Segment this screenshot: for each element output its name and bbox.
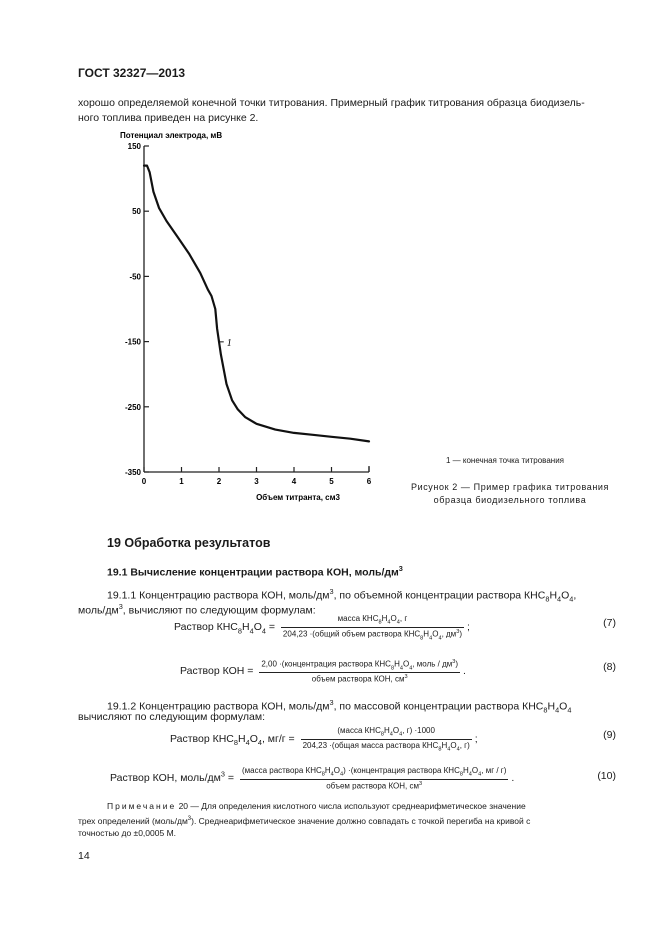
- figure-caption: [405, 481, 615, 506]
- p1911-line1: 19.1.1 Концентрацию раствора КОН, моль/дм: [107, 589, 330, 602]
- y-tick-label: -250: [124, 402, 141, 412]
- f9-den: 204,23 ·(общая масса раствора КНС: [302, 740, 439, 750]
- y-tick-label: -150: [124, 337, 141, 347]
- f10-num-mid: ) ·(концентрация раствора КНС: [343, 766, 460, 775]
- figure-caption-line-2: образца биодизельного топлива: [433, 494, 587, 505]
- figure-legend: 1 — конечная точка титрования: [445, 456, 564, 465]
- formula-7: Раствор $КНС_8Н_4О_4$ = $\frac{масса КНС_8Н_4О_4, г}{204,23 \cdot(общий объем раствора КНС_8Н_4О_4, дм^3)}$ ;: [174, 614, 470, 641]
- p1912-line1: 19.1.2 Концентрацию раствора КОН, моль/дм: [107, 700, 330, 713]
- formula-10: Раствор КОН, моль/$дм^3$ = (масса раствора $КНС_8Н_4О_4$) ·(концентрация раствора $КНС_8Н_4О_4$, мг / г) объем раствора КОН, $см^3$ .: [110, 766, 515, 791]
- figure-caption-line-1: Рисунок 2 — Пример графика титрования: [410, 482, 610, 492]
- f7-den-tail: , дм: [441, 629, 457, 639]
- formula-8: Раствор КОН = $\frac{2,00 \cdot(концентрация раствора КНС_8Н_4О_4, моль / дм^3)}{объем раствора КОН, см^3}$ .: [180, 659, 466, 684]
- f9-lhs-tail: , мг/г =: [261, 732, 295, 745]
- f10-num-tail: , мг / г): [481, 766, 507, 775]
- f7-num: масса КНС: [337, 614, 379, 623]
- paragraph-19-1-2-cont: вычисляют по следующим формулам:: [78, 711, 265, 723]
- intro-line-1: хорошо определяемой конечной точки титрования. Примерный график титрования образца биодизель-: [78, 97, 585, 109]
- titration-curve: [144, 166, 369, 442]
- f8-fraction: $\frac{2,00 \cdot(концентрация раствора КНС_8Н_4О_4, моль / дм^3)}{объем раствора КОН, см^3}$: [261, 659, 459, 684]
- f7-num-tail: , г: [399, 614, 408, 623]
- equation-number-8: (8): [603, 661, 616, 673]
- paragraph-19-1-1: 19.1.1 Концентрацию раствора КОН, моль/$дм^3$, по объемной концентрации раствора $КНС_8Н_4О_4$,: [107, 587, 577, 604]
- chart-xlabel: Объем титранта, см3: [256, 493, 340, 502]
- f8-den: объем раствора КОН, см: [311, 674, 405, 684]
- x-tick-label: 6: [366, 477, 372, 486]
- note-text-2b: ). Среднеарифметическое значение должно совпадать с точкой перегиба на кривой с: [191, 815, 531, 826]
- y-tick-label: -50: [129, 272, 141, 282]
- note-block: Примечание 20 — Для определения кислотного числа используют среднеарифметическое значение трех определений $(моль/дм^3)$. Среднеарифметическое значение должно совпадать с точкой перегиба на кривой с точностью до ±0,0005 М.: [78, 800, 616, 839]
- page-number: 14: [78, 850, 90, 862]
- note-text-3: точностью до ±0,0005 М.: [78, 827, 177, 838]
- f9-lhs: Раствор КНС: [170, 732, 234, 745]
- chart-annotations: [220, 338, 232, 349]
- titration-chart: [100, 128, 390, 508]
- formula-9: Раствор $КНС_8Н_4О_4$, мг/г = $\frac{(масса КНС_8Н_4О_4, г) \cdot 1000}{204,23 \cdot(общая масса раствора КНС_8Н_4О_4, г)}$ ;: [170, 726, 478, 753]
- f8-num-tail: , моль / дм: [412, 659, 453, 669]
- f8-num: 2,00 ·(концентрация раствора КНС: [261, 659, 391, 669]
- f10-num: (масса раствора КНС: [241, 766, 322, 775]
- note-label: Примечание: [107, 801, 177, 811]
- x-tick-label: 0: [141, 477, 147, 486]
- y-tick-label: 150: [127, 142, 141, 151]
- equation-number-9: (9): [603, 729, 616, 741]
- equation-number-7: (7): [603, 617, 616, 629]
- annotation-label: 1: [226, 337, 232, 349]
- f7-den: 204,23 ·(общий объем раствора КНС: [282, 629, 421, 639]
- p1911-line2a: моль/дм: [78, 604, 119, 617]
- subsection-title-text: 19.1 Вычисление концентрации раствора КОН, моль/дм: [107, 566, 399, 579]
- section-title: 19 Обработка результатов: [107, 536, 271, 550]
- f9-fraction: $\frac{(масса КНС_8Н_4О_4, г) \cdot 1000}{204,23 \cdot(общая масса раствора КНС_8Н_4О_4, г)}$: [302, 726, 470, 753]
- note-text-1: 20 — Для определения кислотного числа используют среднеарифметическое значение: [178, 801, 526, 811]
- x-tick-label: 2: [216, 477, 222, 486]
- f10-fraction: (масса раствора $КНС_8Н_4О_4$) ·(концентрация раствора $КНС_8Н_4О_4$, мг / г) объем раствора КОН, $см^3$: [241, 766, 507, 791]
- f7-fraction: $\frac{масса КНС_8Н_4О_4, г}{204,23 \cdot(общий объем раствора КНС_8Н_4О_4, дм^3)}$: [282, 614, 462, 641]
- f10-lhs: Раствор КОН, моль/дм: [110, 771, 221, 784]
- standard-header: ГОСТ 32327—2013: [78, 66, 186, 80]
- equation-number-10: (10): [597, 770, 616, 782]
- note-text-2: трех определений (моль/дм: [78, 815, 188, 826]
- paragraph-19-1-2: 19.1.2 Концентрацию раствора КОН, моль/$дм^3$, по массовой концентрации раствора $КНС_8Н_4О_4$: [107, 698, 572, 715]
- p1912-line1b: , по массовой концентрации раствора КНС: [333, 700, 544, 713]
- y-tick-label: -350: [124, 468, 141, 477]
- chart-ylabel: Потенциал электрода, мВ: [120, 131, 223, 140]
- f10-den: объем раствора КОН, см: [326, 781, 419, 791]
- p1911-line1b: , по объемной концентрации раствора КНС: [333, 589, 546, 602]
- x-tick-label: 5: [329, 477, 334, 486]
- intro-paragraph: [78, 96, 616, 126]
- f7-lhs: Раствор КНС: [174, 621, 238, 634]
- f9-num: (масса КНС: [337, 726, 381, 735]
- p1911-line2b: , вычисляют по следующим формулам:: [122, 604, 316, 617]
- y-ticks: [125, 142, 149, 477]
- x-tick-label: 3: [254, 477, 259, 486]
- f9-den-tail: , г): [459, 740, 470, 750]
- intro-line-2: ного топлива приведен на рисунке 2.: [78, 112, 259, 124]
- f9-num-tail: , г) ·1000: [402, 726, 435, 735]
- y-tick-label: 50: [132, 207, 141, 217]
- x-tick-label: 1: [179, 477, 184, 486]
- paragraph-19-1-1-cont: моль/$дм^3$, вычисляют по следующим формулам:: [78, 602, 316, 617]
- x-tick-label: 4: [291, 477, 297, 486]
- subsection-title: 19.1 Вычисление концентрации раствора КОН, моль/$дм^3$: [107, 564, 403, 579]
- f8-lhs: Раствор КОН =: [180, 665, 254, 678]
- x-ticks: [142, 467, 372, 486]
